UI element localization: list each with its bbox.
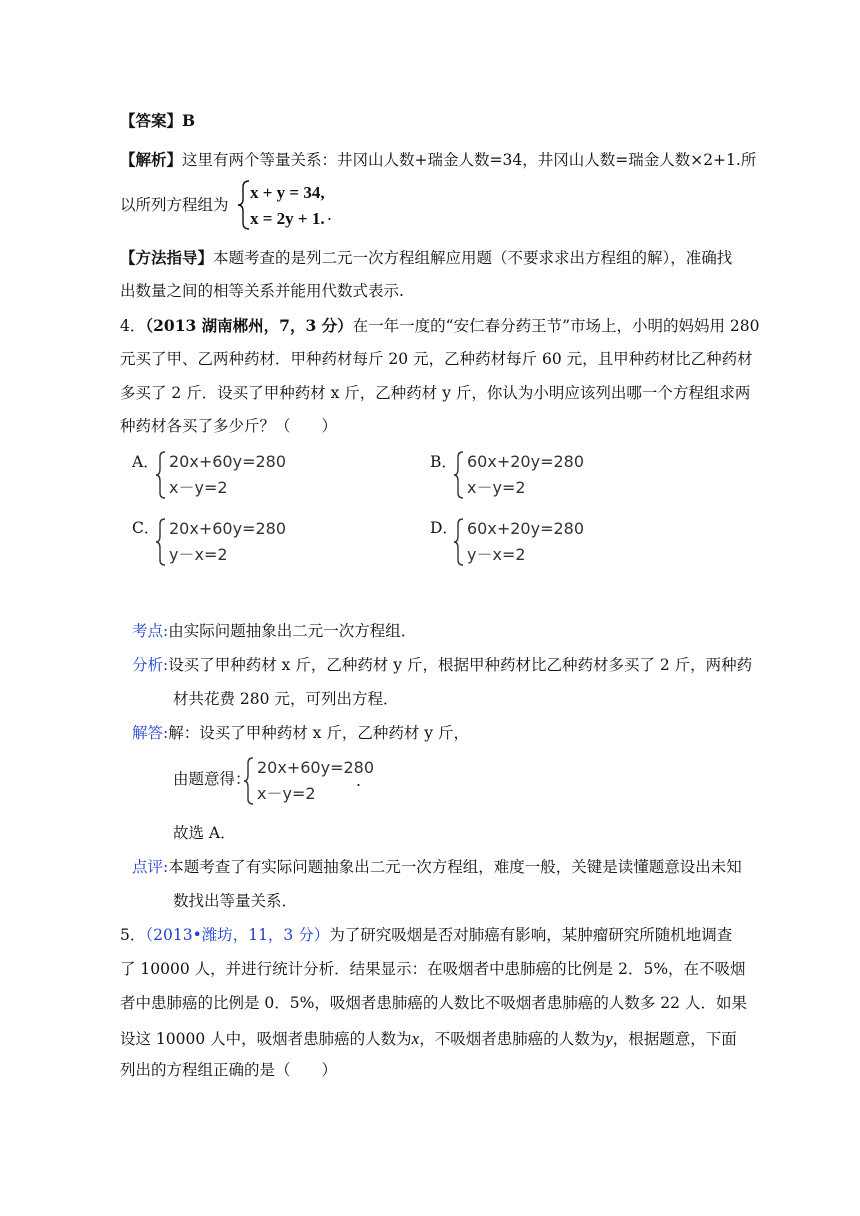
q4-kaodian-label: 考点: [132,622,169,640]
q4-option-c-label[interactable]: C． [132,519,160,537]
q4-dianping-text-1: 本题考查了有实际问题抽象出二元一次方程组，难度一般，关键是读懂题意设出未知 [168,858,742,876]
q5-number: 5． [120,926,146,944]
q4-option-c-eq2: y－x=2 [169,545,228,564]
q4-jieda-line-1 [132,726,469,742]
q4-jieda-period: . [356,772,361,790]
analysis-label: 【解析】 [120,150,183,169]
q5-line-5: 列出的方程组正确的是（ ） [120,1061,338,1079]
q5-var-y: y [605,1029,613,1048]
method-line-1 [120,250,732,267]
q4-option-c-eq1: 20x+60y=280 [169,519,287,538]
q4-option-d-eq2: y－x=2 [467,545,526,564]
q4-jieda-line-3: 故选 A． [173,824,236,842]
q4-option-a-label[interactable]: A． [132,453,159,471]
q4-jieda-line-2: 由题意得： [173,770,251,788]
q4-text-1: 在一年一度的“安仁春分药王节”市场上，小明的妈妈用 280 [352,317,760,335]
q4-kaodian-line [132,624,416,640]
q4-option-b-eq2: x－y=2 [467,478,526,497]
q4-dianping-label: 点评: [132,858,169,876]
q4-option-b-brace-icon [453,451,465,499]
analysis-line-2 [120,198,229,214]
method-line-2: 出数量之间的相等关系并能用代数式表示. [120,282,404,300]
q4-fenxi-line-1 [132,658,752,674]
q5-source: （2013•潍坊，11，3 分） [145,926,330,944]
q5-text-4c: ，根据题意，下面 [612,1030,737,1048]
answer-label: 【答案】 [120,111,183,130]
analysis-equation-1 [250,184,325,201]
q4-dianping-line-2: 数找出等量关系． [173,892,298,910]
q5-line-2: 了 10000 人，并进行统计分析．结果显示：在吸烟者中患肺癌的比例是 2．5%，在不吸烟 [120,960,746,978]
q4-source: （2013 湖南郴州，7，3 分） [145,316,353,335]
analysis-equation-2-text: x = 2y + 1. [250,209,325,228]
q4-option-d-label[interactable]: D． [430,519,458,537]
q4-jieda-eq1: 20x+60y=280 [257,758,375,777]
q5-text-4a: 设这 10000 人中，吸烟者患肺癌的人数为 [120,1030,412,1048]
q4-jieda-brace-icon [243,757,255,805]
q4-fenxi-line-2: 材共花费 280 元，可列出方程． [173,690,399,708]
q4-line-3: 多买了 2 斤．设买了甲种药材 x 斤，乙种药材 y 斤，你认为小明应该列出哪一个方程组求两 [120,384,751,402]
q4-option-d-brace-icon [453,518,465,566]
q4-line-1 [120,318,760,335]
answer-line [120,113,195,130]
q4-option-d-eq1: 60x+20y=280 [467,519,585,538]
q5-line-4 [120,1030,737,1048]
q4-option-a-eq1: 20x+60y=280 [169,452,287,471]
q4-option-a-brace-icon [155,451,167,499]
q4-line-4: 种药材各买了多少斤？（ ） [120,417,338,435]
method-label: 【方法指导】 [120,248,214,267]
analysis-period: . [327,206,332,224]
q5-var-x: x [411,1029,420,1048]
q5-text-1: 为了研究吸烟是否对肺癌有影响，某肿瘤研究所随机地调查 [329,926,733,944]
q4-kaodian-text: 由实际问题抽象出二元一次方程组． [168,622,417,640]
q4-number: 4． [120,317,146,335]
q4-jieda-label: 解答: [132,724,169,742]
analysis-brace-icon [237,180,251,230]
analysis-line-1 [120,152,756,169]
q5-line-1 [120,928,732,944]
analysis-equation-2 [250,210,325,227]
q5-text-4b: ，不吸烟者患肺癌的人数为 [419,1030,606,1048]
q4-option-b-label[interactable]: B． [430,453,457,471]
q4-jieda-text-1: 解：设买了甲种药材 x 斤，乙种药材 y 斤， [168,724,469,742]
q4-fenxi-label: 分析: [132,656,169,674]
analysis-text-1: 这里有两个等量关系：井冈山人数+瑞金人数=34，井冈山人数=瑞金人数×2+1.所 [182,151,757,169]
q4-fenxi-text-1: 设买了甲种药材 x 斤，乙种药材 y 斤，根据甲种药材比乙种药材多买了 2 斤，两种药 [168,656,753,674]
q4-dianping-line-1 [132,860,742,876]
analysis-text-2: 以所列方程组为 [120,196,229,214]
q5-line-3: 者中患肺癌的比例是 0．5%，吸烟者患肺癌的人数比不吸烟者患肺癌的人数多 22 人．如果 [120,994,747,1012]
analysis-equation-1-text: x + y = 34, [250,183,325,202]
method-text-1: 本题考查的是列二元一次方程组解应用题（不要求求出方程组的解），准确找 [213,249,733,267]
q4-option-c-brace-icon [155,518,167,566]
q4-option-b-eq1: 60x+20y=280 [467,452,585,471]
q4-line-2: 元买了甲、乙两种药材．甲种药材每斤 20 元，乙种药材每斤 60 元，且甲种药材比乙种药材 [120,350,753,368]
q4-option-a-eq2: x－y=2 [169,478,228,497]
q4-jieda-eq2: x－y=2 [257,784,316,803]
answer-value: B [182,111,196,130]
